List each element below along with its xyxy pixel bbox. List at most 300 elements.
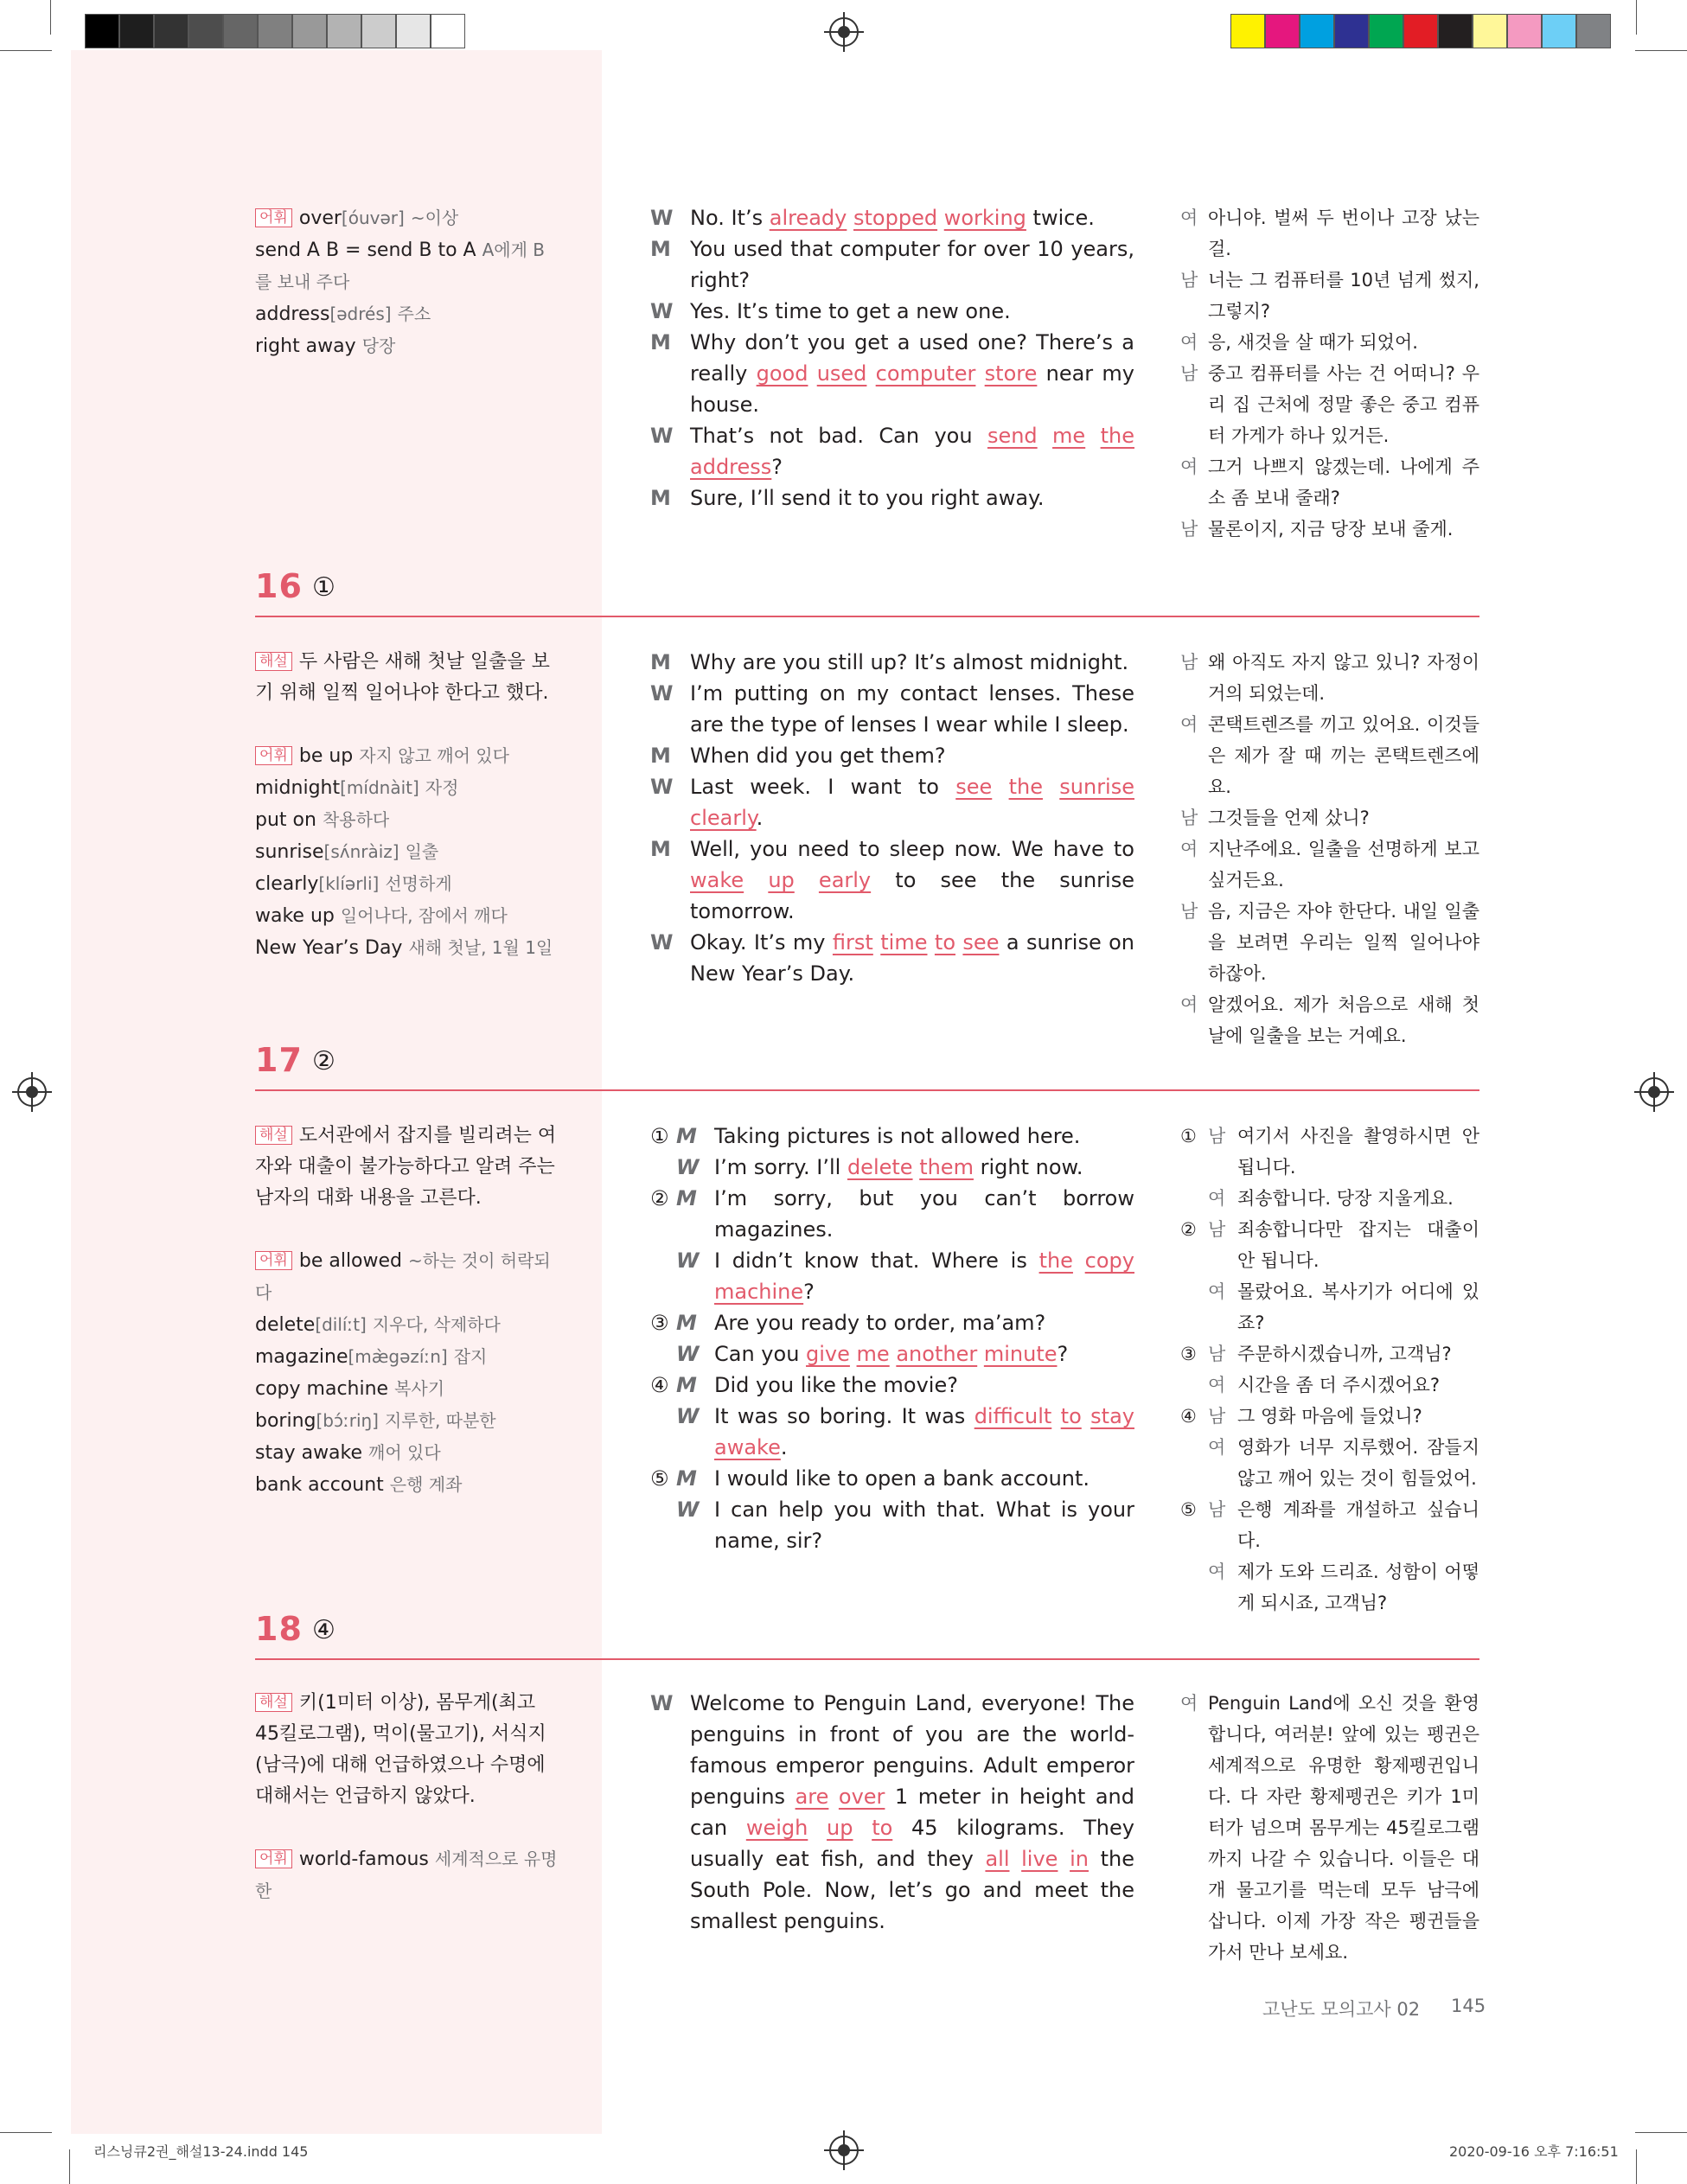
dialog-line: W Okay. It’s my first time to see a sunrise on New Year’s Day.: [650, 927, 1134, 989]
translation-text: 그거 나쁘지 않겠는데. 나에게 주소 좀 보내 줄래?: [1208, 457, 1479, 508]
registration-mark-left: [17, 1077, 47, 1107]
gray-swatch: [85, 14, 119, 48]
gray-swatch: [292, 14, 327, 48]
vocab-term: be allowed: [298, 1250, 403, 1272]
gray-swatch: [189, 14, 223, 48]
blank-answer: good: [756, 361, 808, 386]
blank-answer: copy: [1084, 1248, 1134, 1273]
vocab-term: New Year’s Day: [255, 937, 403, 959]
speaker-label: 여: [1180, 994, 1198, 1015]
dialog-line: M Why are you still up? It’s almost midnight.: [650, 647, 1134, 678]
dialog-line: ① M Taking pictures is not allowed here.: [650, 1121, 1134, 1152]
vocab-term: midnight: [255, 777, 341, 799]
translation-text: 응, 새것을 살 때가 되었어.: [1208, 332, 1418, 353]
vocab-item: [255, 234, 558, 298]
translation-text: 지난주에요. 일출을 선명하게 보고 싶거든요.: [1208, 839, 1479, 891]
vocab-ipa: [bɔ́ːriŋ]: [316, 1410, 379, 1431]
choice-number: ③: [650, 1311, 669, 1335]
blank-answer: weigh: [745, 1816, 808, 1840]
vocab-list: [255, 1245, 558, 1501]
timestamp-slug: 2020-09-16 오후 7:16:51: [1449, 2143, 1619, 2160]
vocab-term: sunrise: [255, 841, 324, 863]
vocab-gloss: ~이상: [410, 208, 459, 228]
vocab-item: [255, 740, 558, 772]
color-swatch: [1473, 14, 1507, 48]
speaker-label: 남: [1180, 808, 1198, 828]
section-rule: [255, 1658, 1479, 1660]
dialog-line: ② M I’m sorry, but you can’t borrow magazines.: [650, 1183, 1134, 1245]
translation-line: [1180, 1401, 1479, 1432]
crop-mark: [1635, 50, 1687, 51]
translation-text: 너는 그 컴퓨터를 10년 넘게 썼지, 그렇지?: [1208, 270, 1479, 322]
blank-answer: me: [856, 1342, 890, 1366]
speaker-label: 남: [1180, 363, 1198, 384]
vocab-term: world-famous: [298, 1849, 429, 1870]
speaker-label: W: [650, 299, 674, 323]
choice-number: ⑤: [1180, 1499, 1197, 1520]
korean-translation-16: [1180, 647, 1479, 1051]
crop-mark: [50, 0, 51, 35]
translation-line: [1180, 1338, 1479, 1370]
color-swatch: [1334, 14, 1369, 48]
vocab-gloss: 자지 않고 깨어 있다: [359, 745, 509, 766]
speaker-label: M: [650, 744, 671, 768]
blank-answer: wake: [690, 868, 744, 892]
vocab-item: [255, 1373, 558, 1405]
translation-line: [1180, 1432, 1479, 1494]
vocab-gloss: 복사기: [394, 1378, 445, 1399]
dialog-line: W I didn’t know that. Where is the copy machine?: [650, 1245, 1134, 1307]
vocab-ipa: [óuvər]: [341, 208, 405, 228]
crop-mark: [1636, 2149, 1637, 2184]
explanation: 해설 두 사람은 새해 첫날 일출을 보기 위해 일찍 일어나야 한다고 했다.: [255, 651, 550, 704]
speaker-label: 남: [1180, 519, 1198, 540]
translation-line: [1180, 451, 1479, 514]
speaker-label: 남: [1180, 270, 1198, 291]
speaker-label: 여: [1208, 1281, 1226, 1302]
vocab-tag: 어휘: [255, 746, 292, 765]
blank-answer: to: [1060, 1404, 1082, 1428]
translation-line: [1180, 1214, 1479, 1276]
answer-mark: ④: [312, 1615, 335, 1645]
vocab-term: delete: [255, 1314, 316, 1336]
blank-answer: address: [690, 455, 772, 479]
dialog-line: ⑤ M I would like to open a bank account.: [650, 1463, 1134, 1494]
translation-line: [1180, 1121, 1479, 1183]
vocab-gloss: 세계적으로 유명한: [255, 1849, 558, 1901]
translation-text: 중고 컴퓨터를 사는 건 어떠니? 우리 집 근처에 정말 좋은 중고 컴퓨터 가게가 하나 있거든.: [1208, 363, 1479, 446]
gray-color-bar: [85, 14, 465, 48]
speaker-label: 여: [1180, 208, 1198, 228]
vocab-term: address: [255, 303, 330, 325]
translation-line: [1180, 833, 1479, 896]
dialog-line: M Why don’t you get a used one? There’s a really good used computer store near my house.: [650, 327, 1134, 420]
blank-answer: them: [919, 1155, 974, 1179]
dialog-line: W Can you give me another minute?: [650, 1338, 1134, 1370]
vocab-item: [255, 298, 558, 330]
vocab-gloss: 자정: [425, 777, 459, 798]
blank-answer: see: [962, 930, 1000, 955]
speaker-label: 여: [1208, 1375, 1226, 1395]
vocab-term: copy machine: [255, 1378, 389, 1400]
gray-swatch: [119, 14, 154, 48]
translation-line: [1180, 327, 1479, 358]
translation-text: 알겠어요. 제가 처음으로 새해 첫날에 일출을 보는 거예요.: [1208, 994, 1479, 1046]
vocab-term: put on: [255, 809, 316, 831]
speaker-label: M: [650, 330, 671, 354]
question-number: 17: [255, 1041, 303, 1079]
speaker-label: 남: [1208, 1344, 1226, 1364]
vocab-ipa: [sʌ́nràiz]: [323, 841, 399, 862]
speaker-label: W: [650, 1691, 674, 1715]
speaker-label: 여: [1208, 1437, 1226, 1458]
translation-line: [1180, 1370, 1479, 1401]
color-swatch: [1507, 14, 1542, 48]
speaker-label: M: [676, 1186, 697, 1210]
speaker-label: W: [676, 1404, 700, 1428]
speaker-label: M: [650, 237, 671, 261]
blank-answer: over: [838, 1785, 885, 1809]
translation-text: 주문하시겠습니까, 고객님?: [1237, 1344, 1452, 1364]
blank-answer: used: [816, 361, 867, 386]
question-header-17: [255, 1041, 1479, 1093]
dialog-17: [650, 1121, 1134, 1556]
translation-text: 여기서 사진을 촬영하시면 안 됩니다.: [1237, 1126, 1479, 1178]
translation-text: 영화가 너무 지루했어. 잠들지 않고 깨어 있는 것이 힘들었어.: [1237, 1437, 1479, 1489]
choice-number: ②: [1180, 1219, 1197, 1240]
crop-mark: [1635, 2132, 1687, 2133]
explanation: 해설 키(1미터 이상), 몸무게(최고 45킬로그램), 먹이(물고기), 서식지(남극)에 대해 언급하였으나 수명에 대해서는 언급하지 않았다.: [255, 1692, 546, 1807]
section-rule: [255, 1089, 1479, 1091]
translation-text: 물론이지, 지금 당장 보내 줄게.: [1208, 519, 1454, 540]
speaker-label: W: [650, 206, 674, 230]
vocab-item: [255, 932, 558, 964]
blank-answer: the: [1008, 775, 1043, 799]
speaker-label: W: [650, 681, 674, 706]
dialog-line: W I’m putting on my contact lenses. These are the type of lenses I wear while I sleep.: [650, 678, 1134, 740]
translation-line: [1180, 1494, 1479, 1556]
vocab-item: [255, 804, 558, 836]
vocab-item: [255, 868, 558, 900]
speaker-label: 여: [1208, 1561, 1226, 1582]
crop-mark: [0, 50, 52, 51]
blank-answer: sunrise: [1059, 775, 1134, 799]
translation-text: 왜 아직도 자지 않고 있니? 자정이 거의 되었는데.: [1208, 652, 1479, 704]
translation-line: [1180, 1183, 1479, 1214]
blank-answer: stay: [1090, 1404, 1134, 1428]
speaker-label: W: [676, 1342, 700, 1366]
question-number: 16: [255, 567, 303, 605]
dialog-line: M Well, you need to sleep now. We have to wake up early to see the sunrise tomorrow.: [650, 833, 1134, 927]
speaker-label: W: [676, 1248, 700, 1273]
speaker-label: M: [650, 650, 671, 674]
blank-answer: stopped: [853, 206, 938, 230]
footer-title: 고난도 모의고사 02: [1262, 1999, 1421, 2020]
blank-answer: early: [818, 868, 872, 892]
choice-number: ②: [650, 1186, 669, 1210]
blank-answer: to: [872, 1816, 893, 1840]
gray-swatch: [361, 14, 396, 48]
gray-swatch: [396, 14, 431, 48]
vocab-gloss: ~하는 것이 허락되다: [255, 1250, 551, 1303]
vocab-item: [255, 1843, 558, 1907]
notes-17: [255, 1121, 558, 1501]
blank-answer: another: [896, 1342, 978, 1366]
translation-text: 시간을 좀 더 주시겠어요?: [1237, 1375, 1441, 1395]
dialog-18: [650, 1688, 1134, 1937]
blank-answer: give: [806, 1342, 850, 1366]
vocab-term: wake up: [255, 905, 335, 927]
dialog-line: M Sure, I’ll send it to you right away.: [650, 482, 1134, 514]
question-number: 18: [255, 1610, 303, 1648]
translation-line: [1180, 802, 1479, 833]
dialog-16: [650, 647, 1134, 989]
speaker-label: M: [676, 1124, 697, 1148]
choice-number: ①: [650, 1124, 669, 1148]
blank-answer: me: [1052, 424, 1086, 448]
vocab-item: [255, 330, 558, 362]
registration-mark-bottom: [829, 2136, 859, 2165]
speaker-label: W: [650, 424, 674, 448]
speaker-label: M: [650, 837, 671, 861]
choice-number: ④: [1180, 1406, 1197, 1427]
vocab-gloss: 주소: [397, 303, 431, 324]
korean-translation-top: [1180, 202, 1479, 545]
speaker-label: M: [676, 1373, 697, 1397]
speaker-label: 여: [1208, 1188, 1226, 1209]
gray-swatch: [431, 14, 465, 48]
blank-answer: see: [955, 775, 993, 799]
vocab-gloss: 일어나다, 잠에서 깨다: [340, 905, 508, 926]
section-rule: [255, 616, 1479, 617]
vocab-gloss: 착용하다: [322, 809, 390, 830]
translation-line: [1180, 202, 1479, 265]
speaker-label: 남: [1208, 1126, 1226, 1146]
dialog-line: W It was so boring. It was difficult to stay awake.: [650, 1401, 1134, 1463]
speaker-label: W: [650, 775, 674, 799]
question-header-16: [255, 567, 1479, 619]
vocab-item: [255, 836, 558, 868]
translation-text: 콘택트렌즈를 끼고 있어요. 이것들은 제가 잘 때 끼는 콘택트렌즈에요.: [1208, 714, 1479, 797]
translation-text: 음, 지금은 자야 한단다. 내일 일출을 보려면 우리는 일찍 일어나야 하잖아.: [1208, 901, 1479, 984]
answer-mark: ②: [312, 1046, 335, 1076]
vocab-item: [255, 900, 558, 932]
speaker-label: 남: [1208, 1499, 1226, 1520]
translation-text: 그것들을 언제 샀니?: [1208, 808, 1370, 828]
vocab-term: clearly: [255, 873, 319, 895]
dialog-line: W Yes. It’s time to get a new one.: [650, 296, 1134, 327]
translation-text: 제가 도와 드리죠. 성함이 어떻게 되시죠, 고객님?: [1237, 1561, 1479, 1613]
speaker-label: 여: [1180, 457, 1198, 477]
vocab-item: [255, 1437, 558, 1469]
gray-swatch: [223, 14, 258, 48]
dialog-top: [650, 202, 1134, 514]
blank-answer: time: [880, 930, 928, 955]
file-slug: 리스닝큐2권_해설13-24.indd 145: [93, 2143, 309, 2160]
dialog-line: W Welcome to Penguin Land, everyone! The penguins in front of you are the world-famous emperor penguins. Adult emperor penguins are over 1 meter in height and can weigh up to 45 kilograms. They usually eat fish, and they all live in the South Pole. Now, let’s go and meet the smallest penguins.: [650, 1688, 1134, 1937]
blank-answer: are: [795, 1785, 829, 1809]
vocab-gloss: 지우다, 삭제하다: [372, 1314, 501, 1335]
vocab-gloss: 새해 첫날, 1월 1일: [408, 937, 553, 958]
translation-line: [1180, 1276, 1479, 1338]
vocab-gloss: 당장: [361, 335, 396, 356]
speaker-label: 여: [1180, 714, 1198, 735]
vocab-block-top: [255, 202, 558, 362]
speaker-label: 남: [1180, 901, 1198, 922]
vocab-item: [255, 1309, 558, 1341]
blank-answer: to: [934, 930, 955, 955]
speaker-label: 남: [1208, 1219, 1226, 1240]
translation-line: [1180, 265, 1479, 327]
speaker-label: 남: [1208, 1406, 1226, 1427]
vocab-list: [255, 740, 558, 964]
translation-text: Penguin Land에 오신 것을 환영합니다, 여러분! 앞에 있는 펭귄은 세계적으로 유명한 황제펭귄입니다. 다 자란 황제펭귄은 키가 1미터가 넘으며 몸무게는 45킬로그램까지 나갈 수 있습니다. 이들은 대개 물고기를 먹는데 모두 남극에 삽니다. 이제 가장 작은 펭귄들을 가서 만나 보세요.: [1208, 1693, 1479, 1963]
translation-line: [1180, 514, 1479, 545]
vocab-item: [255, 1405, 558, 1437]
blank-answer: the: [1038, 1248, 1073, 1273]
dialog-line: M You used that computer for over 10 years, right?: [650, 233, 1134, 296]
speaker-label: W: [676, 1155, 700, 1179]
blank-answer: computer: [875, 361, 976, 386]
speaker-label: W: [650, 930, 674, 955]
dialog-line: W That’s not bad. Can you send me the address?: [650, 420, 1134, 482]
gray-swatch: [327, 14, 361, 48]
speaker-label: 여: [1180, 839, 1198, 859]
vocab-ipa: [ədrés]: [329, 303, 392, 324]
vocab-gloss: 깨어 있다: [368, 1442, 441, 1463]
vocab-gloss: A에게 B를 보내 주다: [255, 239, 545, 292]
explanation-tag: 해설: [255, 1693, 292, 1712]
blank-answer: live: [1021, 1847, 1058, 1871]
answer-mark: ①: [312, 572, 335, 603]
vocab-gloss: 일출: [405, 841, 439, 862]
vocab-gloss: 지루한, 따분한: [384, 1410, 496, 1431]
color-swatch: [1230, 14, 1265, 48]
blank-answer: all: [985, 1847, 1010, 1871]
translation-text: 몰랐어요. 복사기가 어디에 있죠?: [1237, 1281, 1479, 1333]
blank-answer: up: [768, 868, 795, 892]
blank-answer: delete: [847, 1155, 913, 1179]
notes-18: [255, 1688, 558, 1907]
registration-mark-right: [1639, 1077, 1669, 1107]
translation-text: 은행 계좌를 개설하고 싶습니다.: [1237, 1499, 1479, 1551]
vocab-gloss: 잡지: [453, 1346, 488, 1367]
vocab-tag: 어휘: [255, 208, 292, 227]
choice-number: ⑤: [650, 1466, 669, 1491]
dialog-line: W No. It’s already stopped working twice.: [650, 202, 1134, 233]
translation-text: 그 영화 마음에 들었니?: [1237, 1406, 1422, 1427]
dialog-line: W I’m sorry. I’ll delete them right now.: [650, 1152, 1134, 1183]
crop-mark: [0, 2132, 52, 2133]
blank-answer: minute: [983, 1342, 1058, 1366]
vocab-item: [255, 772, 558, 804]
explanation: 해설 도서관에서 잡지를 빌리려는 여자와 대출이 불가능하다고 알려 주는 남자의 대화 내용을 고른다.: [255, 1125, 557, 1209]
blank-answer: awake: [714, 1435, 781, 1459]
explanation-tag: 해설: [255, 652, 292, 671]
gray-swatch: [258, 14, 292, 48]
vocab-term: stay awake: [255, 1442, 363, 1464]
blank-answer: the: [1100, 424, 1134, 448]
color-swatch: [1300, 14, 1334, 48]
color-swatch: [1265, 14, 1300, 48]
crop-mark: [69, 2149, 70, 2184]
translation-line: [1180, 647, 1479, 709]
choice-number: ③: [1180, 1344, 1197, 1364]
choice-number: ④: [650, 1373, 669, 1397]
crop-mark: [1636, 0, 1637, 35]
blank-answer: send: [987, 424, 1038, 448]
translation-line: [1180, 358, 1479, 451]
blank-answer: difficult: [974, 1404, 1052, 1428]
vocab-term: be up: [298, 745, 354, 767]
blank-answer: store: [984, 361, 1038, 386]
translation-line: [1180, 896, 1479, 989]
speaker-label: M: [676, 1466, 697, 1491]
vocab-item: [255, 1469, 558, 1501]
korean-translation-17: [1180, 1121, 1479, 1619]
translation-text: 아니야. 벌써 두 번이나 고장 났는걸.: [1208, 208, 1479, 259]
color-swatch: [1576, 14, 1611, 48]
translation-line: [1180, 709, 1479, 802]
vocab-term: boring: [255, 1410, 316, 1432]
blank-answer: working: [943, 206, 1026, 230]
color-swatch: [1438, 14, 1473, 48]
registration-mark-top: [829, 17, 859, 47]
blank-answer: first: [832, 930, 873, 955]
translation-text: 죄송합니다. 당장 지울게요.: [1237, 1188, 1454, 1209]
vocab-item: [255, 1245, 558, 1309]
speaker-label: 남: [1180, 652, 1198, 673]
speaker-label: M: [650, 486, 671, 510]
vocab-term: bank account: [255, 1474, 384, 1496]
blank-answer: machine: [714, 1280, 804, 1304]
dialog-line: ④ M Did you like the movie?: [650, 1370, 1134, 1401]
korean-translation-18: [1180, 1688, 1479, 1968]
vocab-term: magazine: [255, 1346, 348, 1368]
vocab-ipa: [klíərli]: [318, 873, 380, 894]
vocab-tag: 어휘: [255, 1251, 292, 1270]
translation-line: [1180, 1688, 1479, 1968]
vocab-term: over: [298, 208, 342, 229]
process-color-bar: [1230, 14, 1611, 48]
blank-answer: clearly: [690, 806, 757, 830]
color-swatch: [1542, 14, 1576, 48]
speaker-label: M: [676, 1311, 697, 1335]
vocab-list: [255, 1843, 558, 1907]
blank-answer: up: [827, 1816, 853, 1840]
notes-16: [255, 647, 558, 964]
dialog-line: ③ M Are you ready to order, ma’am?: [650, 1307, 1134, 1338]
color-swatch: [1403, 14, 1438, 48]
vocab-item: [255, 1341, 558, 1373]
speaker-label: W: [676, 1498, 700, 1522]
choice-number: ①: [1180, 1126, 1197, 1146]
vocab-ipa: [mídnàit]: [340, 777, 419, 798]
question-header-18: [255, 1610, 1479, 1662]
blank-answer: in: [1070, 1847, 1089, 1871]
vocab-ipa: [mæ̀gəzíːn]: [348, 1346, 448, 1367]
vocab-term: send A B = send B to A: [255, 239, 476, 261]
speaker-label: 여: [1180, 1693, 1198, 1714]
vocab-gloss: 은행 계좌: [389, 1474, 463, 1495]
vocab-tag: 어휘: [255, 1849, 292, 1868]
translation-text: 죄송합니다만 잡지는 대출이 안 됩니다.: [1237, 1219, 1479, 1271]
dialog-line: M When did you get them?: [650, 740, 1134, 771]
vocab-gloss: 선명하게: [385, 873, 452, 894]
vocab-ipa: [dilíːt]: [315, 1314, 367, 1335]
dialog-line: W Last week. I want to see the sunrise clearly.: [650, 771, 1134, 833]
color-swatch: [1369, 14, 1403, 48]
